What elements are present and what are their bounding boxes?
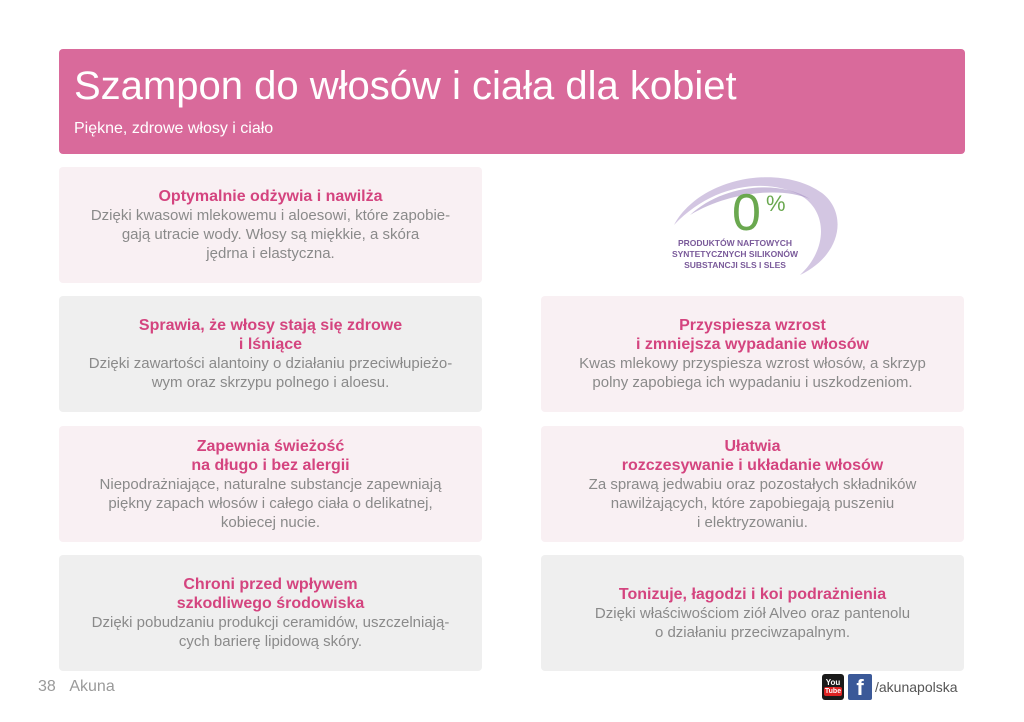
page-subtitle: Piękne, zdrowe włosy i ciało	[74, 120, 274, 137]
header-banner	[59, 49, 965, 154]
benefit-card-protection	[59, 555, 482, 671]
page-number: 38	[38, 678, 56, 695]
benefit-card-nourish	[59, 167, 482, 283]
footer-brand: Akuna	[69, 678, 115, 695]
benefit-card-healthy-hair	[59, 296, 482, 412]
benefit-card-combing	[541, 426, 964, 542]
benefit-card-growth	[541, 296, 964, 412]
zero-percent-badge	[660, 165, 850, 285]
benefit-card-soothing	[541, 555, 964, 671]
badge-caption: PRODUKTÓW NAFTOWYCH SYNTETYCZNYCH SILIKONÓW SUBSTANCJI SLS I SLES	[671, 238, 799, 270]
social-handle[interactable]: /akunapolska	[875, 679, 958, 695]
benefit-title: Chroni przed wpływem szkodliwego środowiska	[176, 576, 365, 612]
footer-page-info	[38, 678, 115, 696]
social-links	[822, 674, 958, 700]
benefit-title: Przyspiesza wzrost i zmniejsza wypadanie włosów	[636, 317, 869, 353]
page-title: Szampon do włosów i ciała dla kobiet	[74, 64, 737, 108]
benefit-title: Optymalnie odżywia i nawilża	[158, 188, 383, 205]
facebook-icon[interactable]: f	[848, 674, 872, 700]
youtube-icon[interactable]: You Tube	[822, 674, 844, 700]
benefit-text: Dzięki zawartości alantoiny o działaniu przeciwłupieżo- wym oraz skrzypu polnego i aloesu.	[88, 355, 453, 391]
benefit-title: Sprawia, że włosy stają się zdrowe i lśniące	[138, 317, 403, 353]
percent-sign: %	[766, 191, 786, 216]
benefit-title: Ułatwia rozczesywanie i układanie włosów	[621, 437, 884, 474]
benefit-text: Dzięki właściwościom ziół Alveo oraz pantenolu o działaniu przeciwzapalnym.	[594, 604, 911, 641]
benefit-card-freshness	[59, 426, 482, 542]
benefit-text: Niepodrażniające, naturalne substancje zapewniają piękny zapach włosów i całego ciała o delikatnej, kobiecej nucie.	[99, 475, 442, 531]
benefit-title: Zapewnia świeżość na długo i bez alergii	[191, 437, 350, 474]
zero-number: 0	[732, 184, 761, 242]
benefit-text: Dzięki kwasowi mlekowemu i aloesowi, które zapobie- gają utracie wody. Włosy są miękkie, a skóra jędrna i elastyczna.	[90, 207, 451, 262]
benefit-text: Dzięki pobudzaniu produkcji ceramidów, uszczelniają- cych barierę lipidową skóry.	[91, 614, 450, 650]
benefit-text: Za sprawą jedwabiu oraz pozostałych składników nawilżających, które zapobiegają puszeniu i elektryzowaniu.	[588, 475, 917, 531]
benefit-title: Tonizuje, łagodzi i koi podrażnienia	[618, 585, 887, 603]
benefit-text: Kwas mlekowy przyspiesza wzrost włosów, a skrzyp polny zapobiega ich wypadaniu i uszkodzeniom.	[579, 355, 926, 391]
